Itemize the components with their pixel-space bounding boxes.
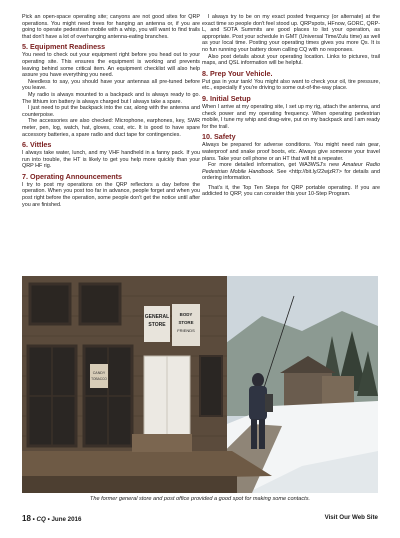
secondary-sign-line-3: FRIENDS bbox=[177, 328, 195, 333]
operator-backpack bbox=[265, 394, 273, 412]
footer-bullet-2: • bbox=[47, 516, 50, 523]
window-poster-line-1: CANDY bbox=[92, 371, 106, 375]
section-10-text-a: For more detailed information, get WA3WSJ's new bbox=[208, 162, 343, 169]
right-intro-paragraph: I always try to be on my exact posted frequency (or alternate) at the exact time so people don't feel stood up. QRPspots, HFnow, GORC, QRP-L, and SOTA Summits are good places to list your operation, as appropriate. Post your schedule in GMT (Universal Time/Zulu time) as well as your local time. Posting your operating times gives you more Qs. It is no fun running your battery down calling CQ with no responses. bbox=[202, 14, 380, 53]
footer-bullet-1: • bbox=[32, 516, 35, 523]
section-8-heading: 8. Prep Your Vehicle. bbox=[202, 68, 273, 78]
closing-paragraph: That's it, the Top Ten Steps for QRP portable operating. If you are addicted to QRP, you can consider this your 10-Step Program. bbox=[202, 184, 380, 198]
window-poster bbox=[90, 364, 108, 388]
right-intro-paragraph-2: Also post details about your operating location. Links to pictures, trail maps, and QSL information will be helpful. bbox=[202, 53, 380, 67]
footer-left bbox=[22, 514, 81, 523]
section-5-paragraph-3: My radio is always mounted to a backpack and is always ready to go. The lithium ion battery is always charged but I always take a spare. bbox=[22, 91, 200, 105]
section-10-paragraph-1: Always be prepared for adverse conditions. You might need rain gear, waterproof and snake proof boots, etc. Always give someone your travel plans. Take your cell phone or an HT that will hit a repeater. bbox=[202, 142, 380, 162]
section-5-heading: 5. Equipment Readiness bbox=[22, 42, 106, 52]
photo-illustration bbox=[22, 276, 378, 493]
photo-caption: The former general store and post office provided a good spot for making some contacts. bbox=[89, 496, 311, 502]
upper-window-2 bbox=[80, 284, 120, 324]
left-column bbox=[22, 14, 200, 208]
page-footer bbox=[22, 514, 378, 524]
secondary-sign-line-1: BODY bbox=[179, 312, 193, 317]
handbook-title: Amateur Radio Pedestrian Mobile Handbook. bbox=[202, 162, 380, 175]
section-7-heading: 7. Operating Announcements bbox=[22, 171, 122, 181]
section-6-heading: 6. Vittles bbox=[22, 140, 52, 150]
side-window bbox=[200, 356, 222, 416]
window-poster-line-2: TOBACCO bbox=[91, 377, 107, 381]
secondary-sign bbox=[172, 304, 200, 346]
section-6-paragraph-1: I always take water, lunch, and my VHF handheld in a fanny pack. If you run into trouble, the HT is likely to get you help more quickly than your QRP HF rig. bbox=[22, 150, 200, 170]
section-5-paragraph-2: Needless to say, you should have your antennas all pre-tuned before you leave. bbox=[22, 78, 200, 92]
section-5-paragraph-1: You need to check out your equipment right before you head out to your operating site. This ensures the equipment is working and prevents leaving behind some critical item. An equipment checklist will also help assure you have everything you need. bbox=[22, 52, 200, 79]
issue-date: June 2016 bbox=[51, 516, 82, 523]
store-sign-line-1: GENERAL bbox=[144, 314, 170, 320]
section-10-text-b: See <http://bit.ly/22wjzR7> for details and ordering information. bbox=[202, 168, 380, 182]
section-10-heading: 10. Safety bbox=[202, 132, 236, 142]
section-10-paragraph-2 bbox=[202, 162, 380, 182]
left-intro-paragraph: Pick an open-space operating site; canyons are not good sites for QRP operations. You might need trees for hanging an antenna or, if you are going to operate pedestrian mobile with a whip, you will want to find trails that don't have a lot of overhanging antenna-eating branches. bbox=[22, 14, 200, 40]
upper-window-1 bbox=[30, 284, 70, 324]
section-7-paragraph-1: I try to post my operations on the QRP reflectors a day before the operation. When you post too far in advance, people forget and when you post right before the operation, some people don't get the notice until after you are finished. bbox=[22, 181, 200, 208]
section-9-heading: 9. Initial Setup bbox=[202, 93, 251, 103]
right-column bbox=[202, 14, 380, 198]
operator-head bbox=[252, 373, 264, 387]
section-5-paragraph-5: The accessories are also checked: Microphone, earphones, key, SWR meter, pen, log, watch, hat, gloves, coat, etc. It is good to have spare accessory batteries, a spare radio and duct tape for contingencies. bbox=[22, 118, 200, 138]
page-number: 18 bbox=[22, 514, 31, 523]
footer-website-text[interactable]: Visit Our Web Site bbox=[324, 514, 378, 521]
section-9-paragraph-1: When I arrive at my operating site, I set up my rig, attach the antenna, and check power and my operating frequency. When operating pedestrian mobile, I tune my whip and drag-wire, put on my backpack and I am ready for the trail. bbox=[202, 103, 380, 130]
porch-bench bbox=[132, 434, 192, 452]
secondary-sign-line-2: STORE bbox=[178, 320, 194, 325]
general-store-photo bbox=[22, 276, 378, 493]
section-8-paragraph-1: Put gas in your tank! You might also want to check your oil, tire pressure, etc., especially if you're driving to some out-of-the-way place. bbox=[202, 78, 380, 92]
magazine-name: CQ bbox=[36, 516, 46, 523]
operator-body bbox=[249, 386, 267, 420]
store-sign-line-2: STORE bbox=[148, 322, 166, 328]
section-5-paragraph-4: I just need to put the backpack into the car, along with the antenna and counterpoise. bbox=[22, 105, 200, 118]
